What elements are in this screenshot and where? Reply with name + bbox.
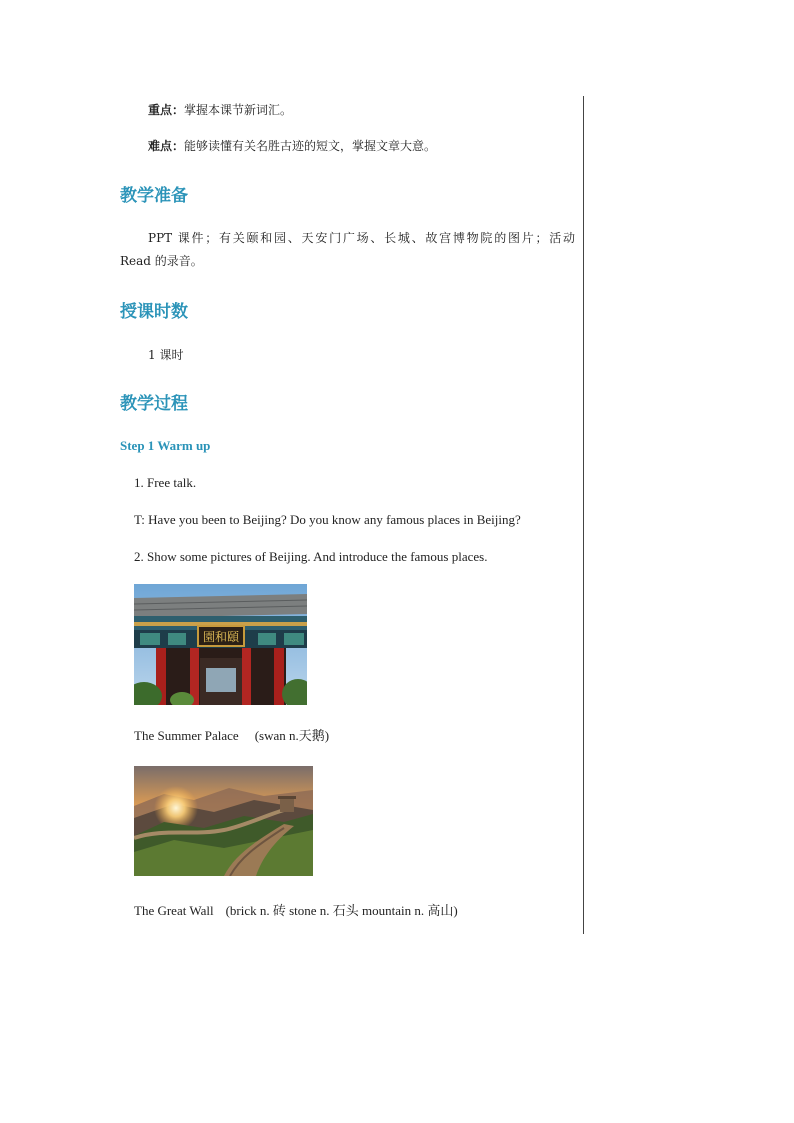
key-point-line xyxy=(148,101,292,118)
plaque-text: 園和頤 xyxy=(202,630,240,644)
hours-heading: 授课时数 xyxy=(120,302,188,322)
free-talk-item: 1. Free talk. xyxy=(134,475,197,490)
difficult-point-label: 难点： xyxy=(148,139,185,153)
page-margin-rule xyxy=(583,96,584,934)
summer-palace-illustration xyxy=(134,584,307,705)
great-wall-vocab: (brick n. 砖 stone n. 石头 mountain n. 高山) xyxy=(225,903,458,918)
summer-palace-name: The Summer Palace xyxy=(134,728,239,743)
prep-heading: 教学准备 xyxy=(120,186,188,206)
great-wall-caption xyxy=(134,900,458,919)
great-wall-photo xyxy=(134,766,313,876)
summer-palace-caption xyxy=(134,725,329,744)
prep-line-2: Read 的录音。 xyxy=(120,254,203,268)
prep-line-1: PPT 课件；有关颐和园、天安门广场、长城、故宫博物院的图片；活动 xyxy=(148,231,575,245)
hours-text: 1 课时 xyxy=(148,348,184,362)
great-wall-illustration xyxy=(134,766,313,876)
summer-palace-vocab: (swan n.天鹅) xyxy=(254,728,330,743)
difficult-point-text: 能够读懂有关名胜古迹的短文，掌握文章大意。 xyxy=(184,139,437,153)
process-heading: 教学过程 xyxy=(120,394,188,414)
key-point-label: 重点： xyxy=(148,103,185,117)
step-1-heading: Step 1 Warm up xyxy=(120,438,211,453)
great-wall-name: The Great Wall xyxy=(134,903,214,918)
summer-palace-photo xyxy=(134,584,307,705)
difficult-point-line xyxy=(148,137,436,154)
prep-paragraph xyxy=(120,227,575,273)
key-point-text: 掌握本课节新词汇。 xyxy=(184,103,293,117)
show-pictures-item: 2. Show some pictures of Beijing. And introduce the famous places. xyxy=(134,549,488,564)
teacher-question: T: Have you been to Beijing? Do you know any famous places in Beijing? xyxy=(134,512,521,527)
